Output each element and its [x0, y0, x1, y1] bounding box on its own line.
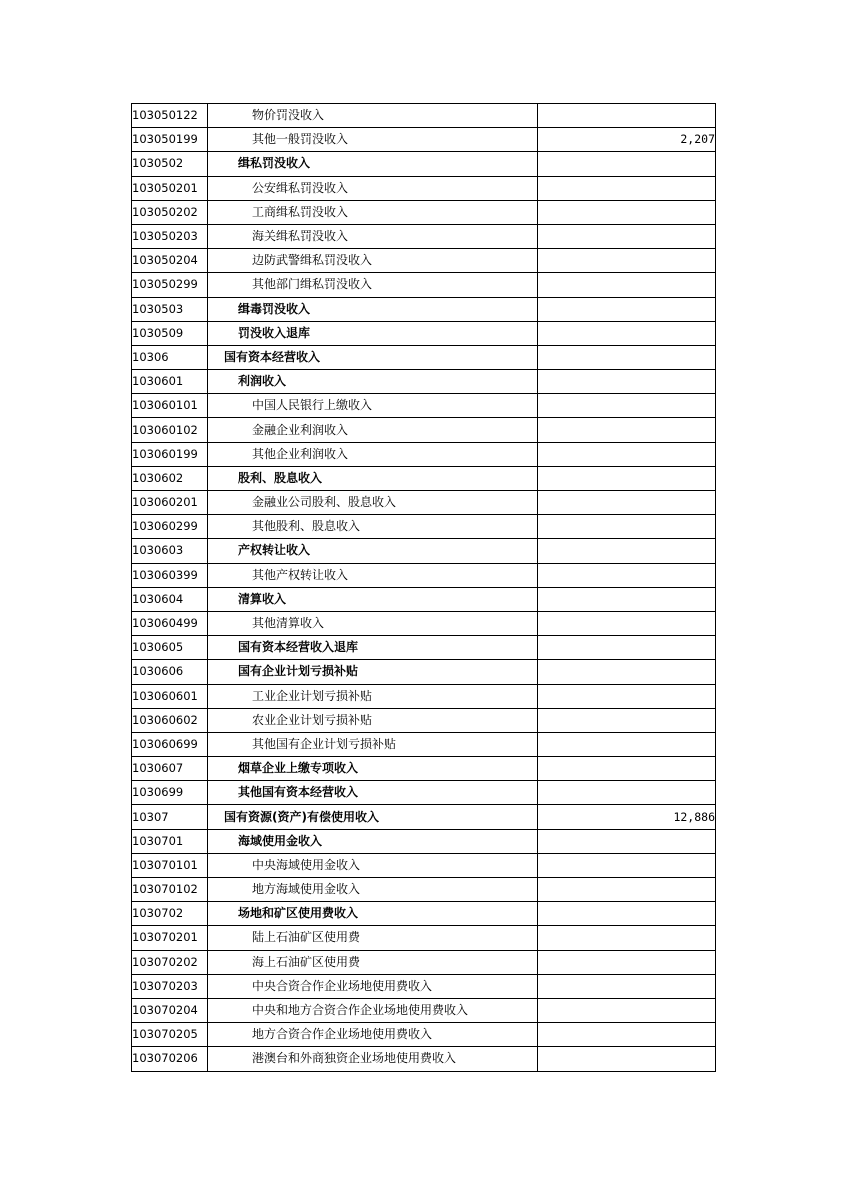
table-row: [132, 902, 716, 926]
account-name-cell: 金融企业利润收入: [208, 418, 538, 442]
table-row: [132, 491, 716, 515]
amount-cell: [538, 224, 716, 248]
account-code-cell: 103060601: [132, 684, 208, 708]
table-row: [132, 515, 716, 539]
account-name-cell: 清算收入: [208, 587, 538, 611]
account-name-cell: 其他一般罚没收入: [208, 128, 538, 152]
amount-cell: [538, 297, 716, 321]
table-row: [132, 466, 716, 490]
amount-cell: [538, 998, 716, 1022]
account-code-cell: 1030601: [132, 370, 208, 394]
amount-cell: [538, 587, 716, 611]
amount-cell: [538, 104, 716, 128]
amount-cell: [538, 176, 716, 200]
account-name-cell: 金融业公司股利、股息收入: [208, 491, 538, 515]
table-row: [132, 345, 716, 369]
account-name-cell: 中央合资合作企业场地使用费收入: [208, 974, 538, 998]
budget-revenue-table: [131, 103, 716, 1072]
table-row: [132, 684, 716, 708]
account-name-cell: 缉毒罚没收入: [208, 297, 538, 321]
account-name-cell: 公安缉私罚没收入: [208, 176, 538, 200]
table-row: [132, 224, 716, 248]
table-row: [132, 805, 716, 829]
table-row: [132, 587, 716, 611]
amount-cell: [538, 394, 716, 418]
account-code-cell: 103050204: [132, 249, 208, 273]
amount-cell: [538, 563, 716, 587]
amount-cell: [538, 418, 716, 442]
amount-cell: [538, 829, 716, 853]
account-code-cell: 1030503: [132, 297, 208, 321]
table-row: [132, 708, 716, 732]
amount-cell: [538, 442, 716, 466]
table-row: [132, 394, 716, 418]
table-row: [132, 418, 716, 442]
table-row: [132, 297, 716, 321]
account-name-cell: 其他企业利润收入: [208, 442, 538, 466]
amount-cell: [538, 636, 716, 660]
account-code-cell: 103060499: [132, 611, 208, 635]
account-name-cell: 国有资本经营收入退库: [208, 636, 538, 660]
amount-cell: [538, 466, 716, 490]
account-code-cell: 103060201: [132, 491, 208, 515]
amount-cell: [538, 878, 716, 902]
account-name-cell: 产权转让收入: [208, 539, 538, 563]
account-code-cell: 103050122: [132, 104, 208, 128]
account-name-cell: 陆上石油矿区使用费: [208, 926, 538, 950]
amount-cell: [538, 902, 716, 926]
account-name-cell: 利润收入: [208, 370, 538, 394]
account-name-cell: 海关缉私罚没收入: [208, 224, 538, 248]
account-name-cell: 地方海域使用金收入: [208, 878, 538, 902]
account-code-cell: 1030699: [132, 781, 208, 805]
table-row: [132, 563, 716, 587]
table-row: [132, 200, 716, 224]
amount-cell: [538, 152, 716, 176]
table-row: [132, 152, 716, 176]
amount-cell: [538, 321, 716, 345]
account-name-cell: 中央和地方合资合作企业场地使用费收入: [208, 998, 538, 1022]
amount-cell: 2,207: [538, 128, 716, 152]
account-name-cell: 边防武警缉私罚没收入: [208, 249, 538, 273]
account-code-cell: 103070204: [132, 998, 208, 1022]
account-code-cell: 103060299: [132, 515, 208, 539]
table-row: [132, 829, 716, 853]
account-name-cell: 场地和矿区使用费收入: [208, 902, 538, 926]
amount-cell: [538, 684, 716, 708]
account-code-cell: 1030602: [132, 466, 208, 490]
amount-cell: [538, 515, 716, 539]
account-name-cell: 其他股利、股息收入: [208, 515, 538, 539]
table-row: [132, 998, 716, 1022]
table-row: [132, 176, 716, 200]
account-name-cell: 国有企业计划亏损补贴: [208, 660, 538, 684]
account-code-cell: 103070202: [132, 950, 208, 974]
account-code-cell: 1030702: [132, 902, 208, 926]
account-code-cell: 103060699: [132, 732, 208, 756]
account-code-cell: 103060102: [132, 418, 208, 442]
account-code-cell: 103070205: [132, 1023, 208, 1047]
account-name-cell: 物价罚没收入: [208, 104, 538, 128]
table-row: [132, 974, 716, 998]
table-row: [132, 128, 716, 152]
amount-cell: [538, 853, 716, 877]
table-row: [132, 950, 716, 974]
amount-cell: [538, 781, 716, 805]
amount-cell: [538, 974, 716, 998]
account-name-cell: 海域使用金收入: [208, 829, 538, 853]
account-code-cell: 103060399: [132, 563, 208, 587]
account-code-cell: 103050201: [132, 176, 208, 200]
table-row: [132, 273, 716, 297]
table-row: [132, 539, 716, 563]
account-name-cell: 其他清算收入: [208, 611, 538, 635]
account-code-cell: 1030605: [132, 636, 208, 660]
account-name-cell: 国有资本经营收入: [208, 345, 538, 369]
account-code-cell: 103050203: [132, 224, 208, 248]
account-name-cell: 农业企业计划亏损补贴: [208, 708, 538, 732]
account-code-cell: 1030701: [132, 829, 208, 853]
account-name-cell: 中央海域使用金收入: [208, 853, 538, 877]
table-row: [132, 442, 716, 466]
amount-cell: [538, 732, 716, 756]
table-row: [132, 636, 716, 660]
amount-cell: [538, 660, 716, 684]
account-name-cell: 海上石油矿区使用费: [208, 950, 538, 974]
account-code-cell: 10306: [132, 345, 208, 369]
table-row: [132, 611, 716, 635]
account-code-cell: 103060602: [132, 708, 208, 732]
account-name-cell: 其他部门缉私罚没收入: [208, 273, 538, 297]
amount-cell: [538, 539, 716, 563]
table-body: [132, 104, 716, 1072]
account-code-cell: 1030502: [132, 152, 208, 176]
account-code-cell: 103060101: [132, 394, 208, 418]
account-code-cell: 1030509: [132, 321, 208, 345]
amount-cell: [538, 345, 716, 369]
amount-cell: [538, 491, 716, 515]
account-name-cell: 缉私罚没收入: [208, 152, 538, 176]
account-code-cell: 103050299: [132, 273, 208, 297]
amount-cell: [538, 370, 716, 394]
amount-cell: [538, 1023, 716, 1047]
table-row: [132, 926, 716, 950]
table-row: [132, 1047, 716, 1071]
table-row: [132, 757, 716, 781]
account-code-cell: 103070201: [132, 926, 208, 950]
account-code-cell: 1030606: [132, 660, 208, 684]
account-code-cell: 103070101: [132, 853, 208, 877]
table-row: [132, 781, 716, 805]
account-code-cell: 103070102: [132, 878, 208, 902]
amount-cell: [538, 708, 716, 732]
account-code-cell: 103070206: [132, 1047, 208, 1071]
account-name-cell: 工商缉私罚没收入: [208, 200, 538, 224]
account-name-cell: 罚没收入退库: [208, 321, 538, 345]
account-code-cell: 103060199: [132, 442, 208, 466]
table-row: [132, 370, 716, 394]
table-row: [132, 732, 716, 756]
account-code-cell: 1030607: [132, 757, 208, 781]
amount-cell: [538, 249, 716, 273]
account-code-cell: 103050199: [132, 128, 208, 152]
amount-cell: [538, 273, 716, 297]
table-row: [132, 853, 716, 877]
account-name-cell: 其他国有资本经营收入: [208, 781, 538, 805]
amount-cell: [538, 950, 716, 974]
account-name-cell: 地方合资合作企业场地使用费收入: [208, 1023, 538, 1047]
account-code-cell: 103050202: [132, 200, 208, 224]
table-row: [132, 321, 716, 345]
table-row: [132, 104, 716, 128]
table-row: [132, 660, 716, 684]
account-name-cell: 港澳台和外商独资企业场地使用费收入: [208, 1047, 538, 1071]
account-name-cell: 工业企业计划亏损补贴: [208, 684, 538, 708]
account-code-cell: 1030604: [132, 587, 208, 611]
amount-cell: 12,886: [538, 805, 716, 829]
account-name-cell: 其他国有企业计划亏损补贴: [208, 732, 538, 756]
amount-cell: [538, 200, 716, 224]
table-row: [132, 249, 716, 273]
account-code-cell: 103070203: [132, 974, 208, 998]
amount-cell: [538, 757, 716, 781]
amount-cell: [538, 611, 716, 635]
account-name-cell: 中国人民银行上缴收入: [208, 394, 538, 418]
account-code-cell: 1030603: [132, 539, 208, 563]
account-code-cell: 10307: [132, 805, 208, 829]
account-name-cell: 国有资源(资产)有偿使用收入: [208, 805, 538, 829]
table-row: [132, 878, 716, 902]
account-name-cell: 烟草企业上缴专项收入: [208, 757, 538, 781]
account-name-cell: 股利、股息收入: [208, 466, 538, 490]
table-row: [132, 1023, 716, 1047]
account-name-cell: 其他产权转让收入: [208, 563, 538, 587]
amount-cell: [538, 926, 716, 950]
amount-cell: [538, 1047, 716, 1071]
